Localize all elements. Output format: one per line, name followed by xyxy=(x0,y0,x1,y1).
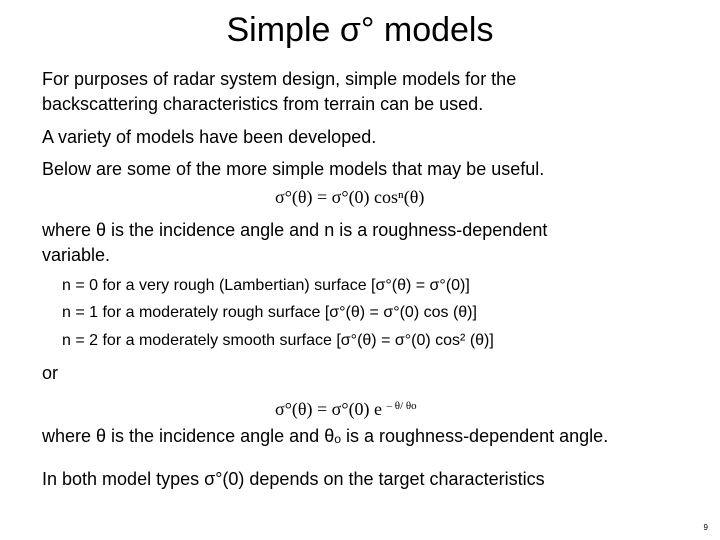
variety-text: A variety of models have been developed. xyxy=(42,127,377,147)
n2-case: n = 2 for a moderately smooth surface [σ°(θ) = σ°(0) cos² (θ)] xyxy=(62,332,494,349)
slide-title: Simple σ° models xyxy=(226,11,494,49)
where-angle-text: where θ is the incidence angle and θₒ is a roughness-dependent angle. xyxy=(42,426,609,446)
both-models-text: In both model types σ°(0) depends on the target characteristics xyxy=(42,469,545,489)
n1-case: n = 1 for a moderately rough surface [σ°(θ) = σ°(0) cos (θ)] xyxy=(62,304,477,321)
where-line-2: variable. xyxy=(42,245,111,265)
equation-exponential-model xyxy=(275,394,417,421)
where-line-1: where θ is the incidence angle and n is a roughness-dependent xyxy=(42,220,548,240)
intro-line-1: For purposes of radar system design, simple models for the xyxy=(42,69,517,89)
n0-case: n = 0 for a very rough (Lambertian) surface [σ°(θ) = σ°(0)] xyxy=(62,277,470,294)
below-text: Below are some of the more simple models that may be useful. xyxy=(42,159,545,179)
or-text: or xyxy=(42,363,59,383)
equation-exponent: – θ/ θo xyxy=(386,400,417,412)
intro-line-2: backscattering characteristics from terrain can be used. xyxy=(42,94,484,114)
equation-cosine-model: σ°(θ) = σ°(0) cosⁿ(θ) xyxy=(275,187,425,207)
page-number: 9 xyxy=(703,523,708,532)
equation-exponential-base: σ°(θ) = σ°(0) e xyxy=(275,399,383,419)
